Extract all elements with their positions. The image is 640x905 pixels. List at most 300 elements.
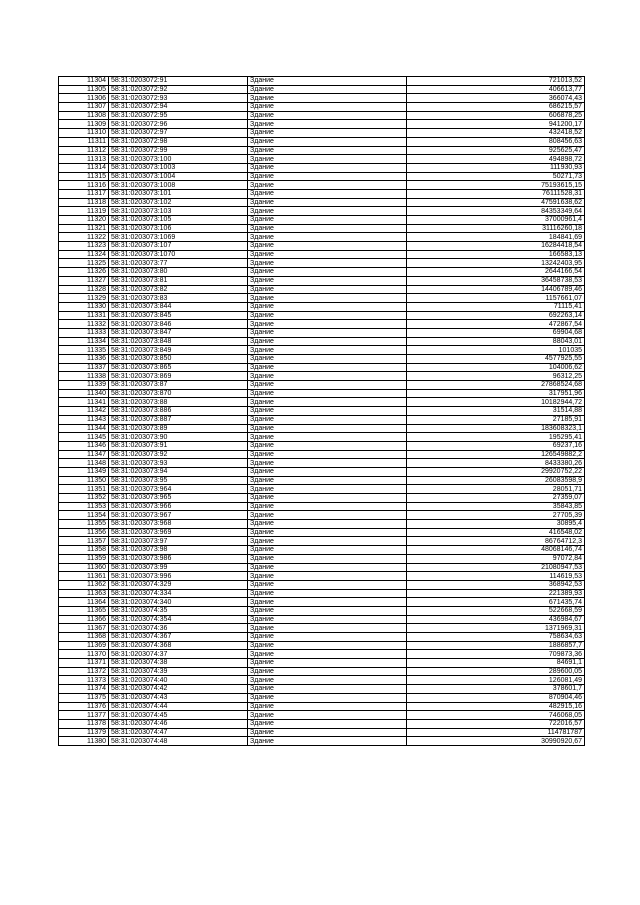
object-type-cell: Здание — [248, 172, 407, 181]
cadastral-value-cell: 96312,25 — [407, 372, 585, 381]
object-type-cell: Здание — [248, 546, 407, 555]
row-number-cell: 11351 — [59, 485, 109, 494]
cadastral-number-cell: 58:31:0203073:848 — [109, 337, 248, 346]
cadastral-number-cell: 58:31:0203073:98 — [109, 546, 248, 555]
table-body — [59, 77, 585, 746]
row-number-cell: 11347 — [59, 450, 109, 459]
cadastral-value-cell: 416548,02 — [407, 528, 585, 537]
object-type-cell: Здание — [248, 216, 407, 225]
table-row — [59, 111, 585, 120]
row-number-cell: 11377 — [59, 711, 109, 720]
cadastral-number-cell: 58:31:0203072:91 — [109, 77, 248, 86]
row-number-cell: 11329 — [59, 294, 109, 303]
object-type-cell: Здание — [248, 129, 407, 138]
cadastral-value-cell: 1371969,31 — [407, 624, 585, 633]
cadastral-value-cell: 758634,63 — [407, 633, 585, 642]
table-row — [59, 285, 585, 294]
cadastral-value-cell: 101035 — [407, 346, 585, 355]
cadastral-value-cell: 30990920,67 — [407, 737, 585, 746]
table-row — [59, 372, 585, 381]
object-type-cell: Здание — [248, 77, 407, 86]
table-row — [59, 441, 585, 450]
table-row — [59, 129, 585, 138]
cadastral-value-cell: 30895,4 — [407, 520, 585, 529]
row-number-cell: 11315 — [59, 172, 109, 181]
cadastral-value-cell: 126081,49 — [407, 676, 585, 685]
cadastral-number-cell: 58:31:0203074:39 — [109, 667, 248, 676]
object-type-cell: Здание — [248, 320, 407, 329]
cadastral-number-cell: 58:31:0203073:87 — [109, 381, 248, 390]
object-type-cell: Здание — [248, 294, 407, 303]
cadastral-value-cell: 16284418,54 — [407, 242, 585, 251]
table-row — [59, 407, 585, 416]
row-number-cell: 11318 — [59, 198, 109, 207]
row-number-cell: 11362 — [59, 580, 109, 589]
cadastral-value-cell: 31514,88 — [407, 407, 585, 416]
row-number-cell: 11336 — [59, 355, 109, 364]
table-row — [59, 572, 585, 581]
table-row — [59, 676, 585, 685]
row-number-cell: 11314 — [59, 163, 109, 172]
cadastral-number-cell: 58:31:0203073:850 — [109, 355, 248, 364]
row-number-cell: 11376 — [59, 702, 109, 711]
cadastral-value-cell: 686215,57 — [407, 103, 585, 112]
table-row — [59, 633, 585, 642]
object-type-cell: Здание — [248, 285, 407, 294]
cadastral-number-cell: 58:31:0203073:83 — [109, 294, 248, 303]
object-type-cell: Здание — [248, 389, 407, 398]
cadastral-number-cell: 58:31:0203074:48 — [109, 737, 248, 746]
cadastral-number-cell: 58:31:0203073:1008 — [109, 181, 248, 190]
cadastral-number-cell: 58:31:0203073:1004 — [109, 172, 248, 181]
object-type-cell: Здание — [248, 554, 407, 563]
object-type-cell: Здание — [248, 589, 407, 598]
row-number-cell: 11309 — [59, 120, 109, 129]
row-number-cell: 11330 — [59, 302, 109, 311]
table-row — [59, 120, 585, 129]
object-type-cell: Здание — [248, 407, 407, 416]
cadastral-number-cell: 58:31:0203073:102 — [109, 198, 248, 207]
cadastral-value-cell: 27705,39 — [407, 511, 585, 520]
object-type-cell: Здание — [248, 676, 407, 685]
object-type-cell: Здание — [248, 111, 407, 120]
cadastral-number-cell: 58:31:0203074:329 — [109, 580, 248, 589]
cadastral-number-cell: 58:31:0203074:340 — [109, 598, 248, 607]
table-row — [59, 719, 585, 728]
cadastral-number-cell: 58:31:0203073:80 — [109, 268, 248, 277]
object-type-cell: Здание — [248, 450, 407, 459]
table-row — [59, 528, 585, 537]
row-number-cell: 11370 — [59, 650, 109, 659]
object-type-cell: Здание — [248, 424, 407, 433]
table-row — [59, 198, 585, 207]
row-number-cell: 11328 — [59, 285, 109, 294]
table-row — [59, 259, 585, 268]
object-type-cell: Здание — [248, 120, 407, 129]
object-type-cell: Здание — [248, 702, 407, 711]
object-type-cell: Здание — [248, 355, 407, 364]
object-type-cell: Здание — [248, 494, 407, 503]
row-number-cell: 11343 — [59, 415, 109, 424]
table-row — [59, 485, 585, 494]
cadastral-number-cell: 58:31:0203073:91 — [109, 441, 248, 450]
object-type-cell: Здание — [248, 242, 407, 251]
table-row — [59, 546, 585, 555]
row-number-cell: 11338 — [59, 372, 109, 381]
table-row — [59, 311, 585, 320]
cadastral-number-cell: 58:31:0203073:986 — [109, 554, 248, 563]
object-type-cell: Здание — [248, 189, 407, 198]
cadastral-value-cell: 47591638,62 — [407, 198, 585, 207]
cadastral-number-cell: 58:31:0203073:93 — [109, 459, 248, 468]
row-number-cell: 11358 — [59, 546, 109, 555]
cadastral-value-cell: 84353349,64 — [407, 207, 585, 216]
cadastral-number-cell: 58:31:0203074:368 — [109, 641, 248, 650]
cadastral-value-cell: 472867,54 — [407, 320, 585, 329]
object-type-cell: Здание — [248, 346, 407, 355]
row-number-cell: 11323 — [59, 242, 109, 251]
cadastral-value-cell: 88043,01 — [407, 337, 585, 346]
table-row — [59, 172, 585, 181]
row-number-cell: 11327 — [59, 276, 109, 285]
object-type-cell: Здание — [248, 146, 407, 155]
cadastral-value-cell: 114619,53 — [407, 572, 585, 581]
object-type-cell: Здание — [248, 650, 407, 659]
object-type-cell: Здание — [248, 476, 407, 485]
table-row — [59, 589, 585, 598]
cadastral-number-cell: 58:31:0203073:1003 — [109, 163, 248, 172]
cadastral-number-cell: 58:31:0203073:90 — [109, 433, 248, 442]
table-row — [59, 155, 585, 164]
object-type-cell: Здание — [248, 615, 407, 624]
cadastral-value-cell: 709873,36 — [407, 650, 585, 659]
row-number-cell: 11345 — [59, 433, 109, 442]
cadastral-number-cell: 58:31:0203074:334 — [109, 589, 248, 598]
cadastral-value-cell: 69237,16 — [407, 441, 585, 450]
row-number-cell: 11361 — [59, 572, 109, 581]
cadastral-number-cell: 58:31:0203073:847 — [109, 328, 248, 337]
table-row — [59, 189, 585, 198]
row-number-cell: 11380 — [59, 737, 109, 746]
cadastral-number-cell: 58:31:0203074:36 — [109, 624, 248, 633]
cadastral-number-cell: 58:31:0203073:845 — [109, 311, 248, 320]
row-number-cell: 11359 — [59, 554, 109, 563]
table-row — [59, 103, 585, 112]
cadastral-value-cell: 522668,59 — [407, 606, 585, 615]
row-number-cell: 11366 — [59, 615, 109, 624]
cadastral-value-cell: 4577925,55 — [407, 355, 585, 364]
object-type-cell: Здание — [248, 433, 407, 442]
cadastral-number-cell: 58:31:0203072:93 — [109, 94, 248, 103]
row-number-cell: 11373 — [59, 676, 109, 685]
table-row — [59, 398, 585, 407]
cadastral-value-cell: 494898,72 — [407, 155, 585, 164]
table-row — [59, 737, 585, 746]
row-number-cell: 11326 — [59, 268, 109, 277]
object-type-cell: Здание — [248, 268, 407, 277]
object-type-cell: Здание — [248, 537, 407, 546]
cadastral-value-cell: 721013,52 — [407, 77, 585, 86]
table-row — [59, 146, 585, 155]
cadastral-value-cell: 606878,25 — [407, 111, 585, 120]
cadastral-value-cell: 104006,62 — [407, 363, 585, 372]
row-number-cell: 11316 — [59, 181, 109, 190]
cadastral-number-cell: 58:31:0203073:107 — [109, 242, 248, 251]
table-row — [59, 511, 585, 520]
row-number-cell: 11372 — [59, 667, 109, 676]
cadastral-value-cell: 10182944,72 — [407, 398, 585, 407]
table-row — [59, 711, 585, 720]
cadastral-value-cell: 126549882,2 — [407, 450, 585, 459]
cadastral-number-cell: 58:31:0203074:354 — [109, 615, 248, 624]
table-row — [59, 415, 585, 424]
object-type-cell: Здание — [248, 94, 407, 103]
cadastral-value-cell: 166583,13 — [407, 250, 585, 259]
object-type-cell: Здание — [248, 276, 407, 285]
cadastral-value-cell: 75193615,15 — [407, 181, 585, 190]
cadastral-value-cell: 1157661,07 — [407, 294, 585, 303]
object-type-cell: Здание — [248, 103, 407, 112]
cadastral-value-cell: 406613,77 — [407, 85, 585, 94]
table-row — [59, 641, 585, 650]
cadastral-number-cell: 58:31:0203073:964 — [109, 485, 248, 494]
row-number-cell: 11305 — [59, 85, 109, 94]
table-row — [59, 250, 585, 259]
cadastral-number-cell: 58:31:0203073:1069 — [109, 233, 248, 242]
row-number-cell: 11333 — [59, 328, 109, 337]
cadastral-number-cell: 58:31:0203073:97 — [109, 537, 248, 546]
table-row — [59, 702, 585, 711]
cadastral-value-cell: 27868524,68 — [407, 381, 585, 390]
cadastral-value-cell: 26083598,9 — [407, 476, 585, 485]
row-number-cell: 11344 — [59, 424, 109, 433]
object-type-cell: Здание — [248, 572, 407, 581]
table-row — [59, 650, 585, 659]
object-type-cell: Здание — [248, 641, 407, 650]
table-row — [59, 450, 585, 459]
row-number-cell: 11353 — [59, 502, 109, 511]
table-row — [59, 554, 585, 563]
table-row — [59, 459, 585, 468]
cadastral-value-cell: 368942,53 — [407, 580, 585, 589]
cadastral-number-cell: 58:31:0203074:46 — [109, 719, 248, 728]
cadastral-number-cell: 58:31:0203073:846 — [109, 320, 248, 329]
cadastral-value-cell: 195295,41 — [407, 433, 585, 442]
cadastral-value-cell: 36458738,53 — [407, 276, 585, 285]
table-row — [59, 216, 585, 225]
cadastral-number-cell: 58:31:0203073:95 — [109, 476, 248, 485]
object-type-cell: Здание — [248, 302, 407, 311]
cadastral-value-cell: 21080947,53 — [407, 563, 585, 572]
object-type-cell: Здание — [248, 467, 407, 476]
object-type-cell: Здание — [248, 563, 407, 572]
row-number-cell: 11340 — [59, 389, 109, 398]
cadastral-number-cell: 58:31:0203073:967 — [109, 511, 248, 520]
cadastral-number-cell: 58:31:0203073:870 — [109, 389, 248, 398]
object-type-cell: Здание — [248, 328, 407, 337]
cadastral-number-cell: 58:31:0203072:96 — [109, 120, 248, 129]
row-number-cell: 11313 — [59, 155, 109, 164]
row-number-cell: 11346 — [59, 441, 109, 450]
cadastral-value-cell: 184841,69 — [407, 233, 585, 242]
cadastral-value-cell: 111930,93 — [407, 163, 585, 172]
row-number-cell: 11332 — [59, 320, 109, 329]
row-number-cell: 11364 — [59, 598, 109, 607]
cadastral-number-cell: 58:31:0203073:88 — [109, 398, 248, 407]
table-row — [59, 598, 585, 607]
row-number-cell: 11352 — [59, 494, 109, 503]
table-row — [59, 381, 585, 390]
table-row — [59, 355, 585, 364]
table-row — [59, 163, 585, 172]
cadastral-number-cell: 58:31:0203073:89 — [109, 424, 248, 433]
row-number-cell: 11341 — [59, 398, 109, 407]
object-type-cell: Здание — [248, 137, 407, 146]
cadastral-value-cell: 671435,74 — [407, 598, 585, 607]
cadastral-number-cell: 58:31:0203074:367 — [109, 633, 248, 642]
table-row — [59, 606, 585, 615]
row-number-cell: 11357 — [59, 537, 109, 546]
row-number-cell: 11308 — [59, 111, 109, 120]
object-type-cell: Здание — [248, 250, 407, 259]
cadastral-number-cell: 58:31:0203073:81 — [109, 276, 248, 285]
cadastral-value-cell: 870904,46 — [407, 693, 585, 702]
cadastral-value-cell: 941200,17 — [407, 120, 585, 129]
cadastral-value-cell: 808456,63 — [407, 137, 585, 146]
table-row — [59, 537, 585, 546]
cadastral-number-cell: 58:31:0203073:106 — [109, 224, 248, 233]
cadastral-value-cell: 289600,05 — [407, 667, 585, 676]
table-row — [59, 728, 585, 737]
row-number-cell: 11307 — [59, 103, 109, 112]
object-type-cell: Здание — [248, 485, 407, 494]
object-type-cell: Здание — [248, 163, 407, 172]
object-type-cell: Здание — [248, 381, 407, 390]
cadastral-value-cell: 2644166,54 — [407, 268, 585, 277]
object-type-cell: Здание — [248, 85, 407, 94]
row-number-cell: 11339 — [59, 381, 109, 390]
object-type-cell: Здание — [248, 667, 407, 676]
cadastral-number-cell: 58:31:0203074:38 — [109, 659, 248, 668]
object-type-cell: Здание — [248, 685, 407, 694]
object-type-cell: Здание — [248, 459, 407, 468]
object-type-cell: Здание — [248, 415, 407, 424]
object-type-cell: Здание — [248, 233, 407, 242]
cadastral-value-cell: 86764712,3 — [407, 537, 585, 546]
cadastral-value-cell: 69904,68 — [407, 328, 585, 337]
table-row — [59, 181, 585, 190]
row-number-cell: 11350 — [59, 476, 109, 485]
table-row — [59, 302, 585, 311]
table-row — [59, 667, 585, 676]
table-row — [59, 224, 585, 233]
table-row — [59, 580, 585, 589]
object-type-cell: Здание — [248, 198, 407, 207]
cadastral-number-cell: 58:31:0203074:35 — [109, 606, 248, 615]
object-type-cell: Здание — [248, 363, 407, 372]
cadastral-value-cell: 114781787 — [407, 728, 585, 737]
table-row — [59, 624, 585, 633]
row-number-cell: 11379 — [59, 728, 109, 737]
table-row — [59, 85, 585, 94]
row-number-cell: 11311 — [59, 137, 109, 146]
table-row — [59, 520, 585, 529]
row-number-cell: 11378 — [59, 719, 109, 728]
table-row — [59, 502, 585, 511]
table-row — [59, 659, 585, 668]
cadastral-value-cell: 925625,47 — [407, 146, 585, 155]
table-row — [59, 94, 585, 103]
cadastral-value-cell: 50271,73 — [407, 172, 585, 181]
table-row — [59, 268, 585, 277]
row-number-cell: 11375 — [59, 693, 109, 702]
row-number-cell: 11356 — [59, 528, 109, 537]
cadastral-value-cell: 35843,85 — [407, 502, 585, 511]
table-row — [59, 467, 585, 476]
object-type-cell: Здание — [248, 528, 407, 537]
object-type-cell: Здание — [248, 737, 407, 746]
row-number-cell: 11335 — [59, 346, 109, 355]
cadastral-value-cell: 746068,05 — [407, 711, 585, 720]
table-row — [59, 328, 585, 337]
cadastral-number-cell: 58:31:0203073:99 — [109, 563, 248, 572]
row-number-cell: 11324 — [59, 250, 109, 259]
table-row — [59, 294, 585, 303]
row-number-cell: 11337 — [59, 363, 109, 372]
object-type-cell: Здание — [248, 207, 407, 216]
row-number-cell: 11369 — [59, 641, 109, 650]
object-type-cell: Здание — [248, 155, 407, 164]
row-number-cell: 11354 — [59, 511, 109, 520]
object-type-cell: Здание — [248, 441, 407, 450]
cadastral-number-cell: 58:31:0203073:996 — [109, 572, 248, 581]
cadastral-number-cell: 58:31:0203073:100 — [109, 155, 248, 164]
table-row — [59, 424, 585, 433]
cadastral-number-cell: 58:31:0203072:94 — [109, 103, 248, 112]
cadastral-number-cell: 58:31:0203074:47 — [109, 728, 248, 737]
cadastral-number-cell: 58:31:0203072:92 — [109, 85, 248, 94]
cadastral-number-cell: 58:31:0203073:887 — [109, 415, 248, 424]
cadastral-number-cell: 58:31:0203073:92 — [109, 450, 248, 459]
cadastral-value-cell: 13242403,95 — [407, 259, 585, 268]
cadastral-number-cell: 58:31:0203073:103 — [109, 207, 248, 216]
object-type-cell: Здание — [248, 372, 407, 381]
object-type-cell: Здание — [248, 580, 407, 589]
cadastral-value-cell: 27185,91 — [407, 415, 585, 424]
cadastral-value-cell: 37000961,4 — [407, 216, 585, 225]
object-type-cell: Здание — [248, 728, 407, 737]
object-type-cell: Здание — [248, 693, 407, 702]
row-number-cell: 11367 — [59, 624, 109, 633]
cadastral-value-cell: 76111528,31 — [407, 189, 585, 198]
cadastral-number-cell: 58:31:0203074:43 — [109, 693, 248, 702]
cadastral-number-cell: 58:31:0203074:37 — [109, 650, 248, 659]
cadastral-value-cell: 71115,41 — [407, 302, 585, 311]
row-number-cell: 11320 — [59, 216, 109, 225]
cadastral-value-cell: 27359,07 — [407, 494, 585, 503]
table-row — [59, 563, 585, 572]
cadastral-number-cell: 58:31:0203073:105 — [109, 216, 248, 225]
row-number-cell: 11368 — [59, 633, 109, 642]
object-type-cell: Здание — [248, 398, 407, 407]
cadastral-number-cell: 58:31:0203073:965 — [109, 494, 248, 503]
row-number-cell: 11363 — [59, 589, 109, 598]
cadastral-number-cell: 58:31:0203073:886 — [109, 407, 248, 416]
object-type-cell: Здание — [248, 606, 407, 615]
object-type-cell: Здание — [248, 659, 407, 668]
cadastral-number-cell: 58:31:0203073:849 — [109, 346, 248, 355]
cadastral-number-cell: 58:31:0203073:77 — [109, 259, 248, 268]
